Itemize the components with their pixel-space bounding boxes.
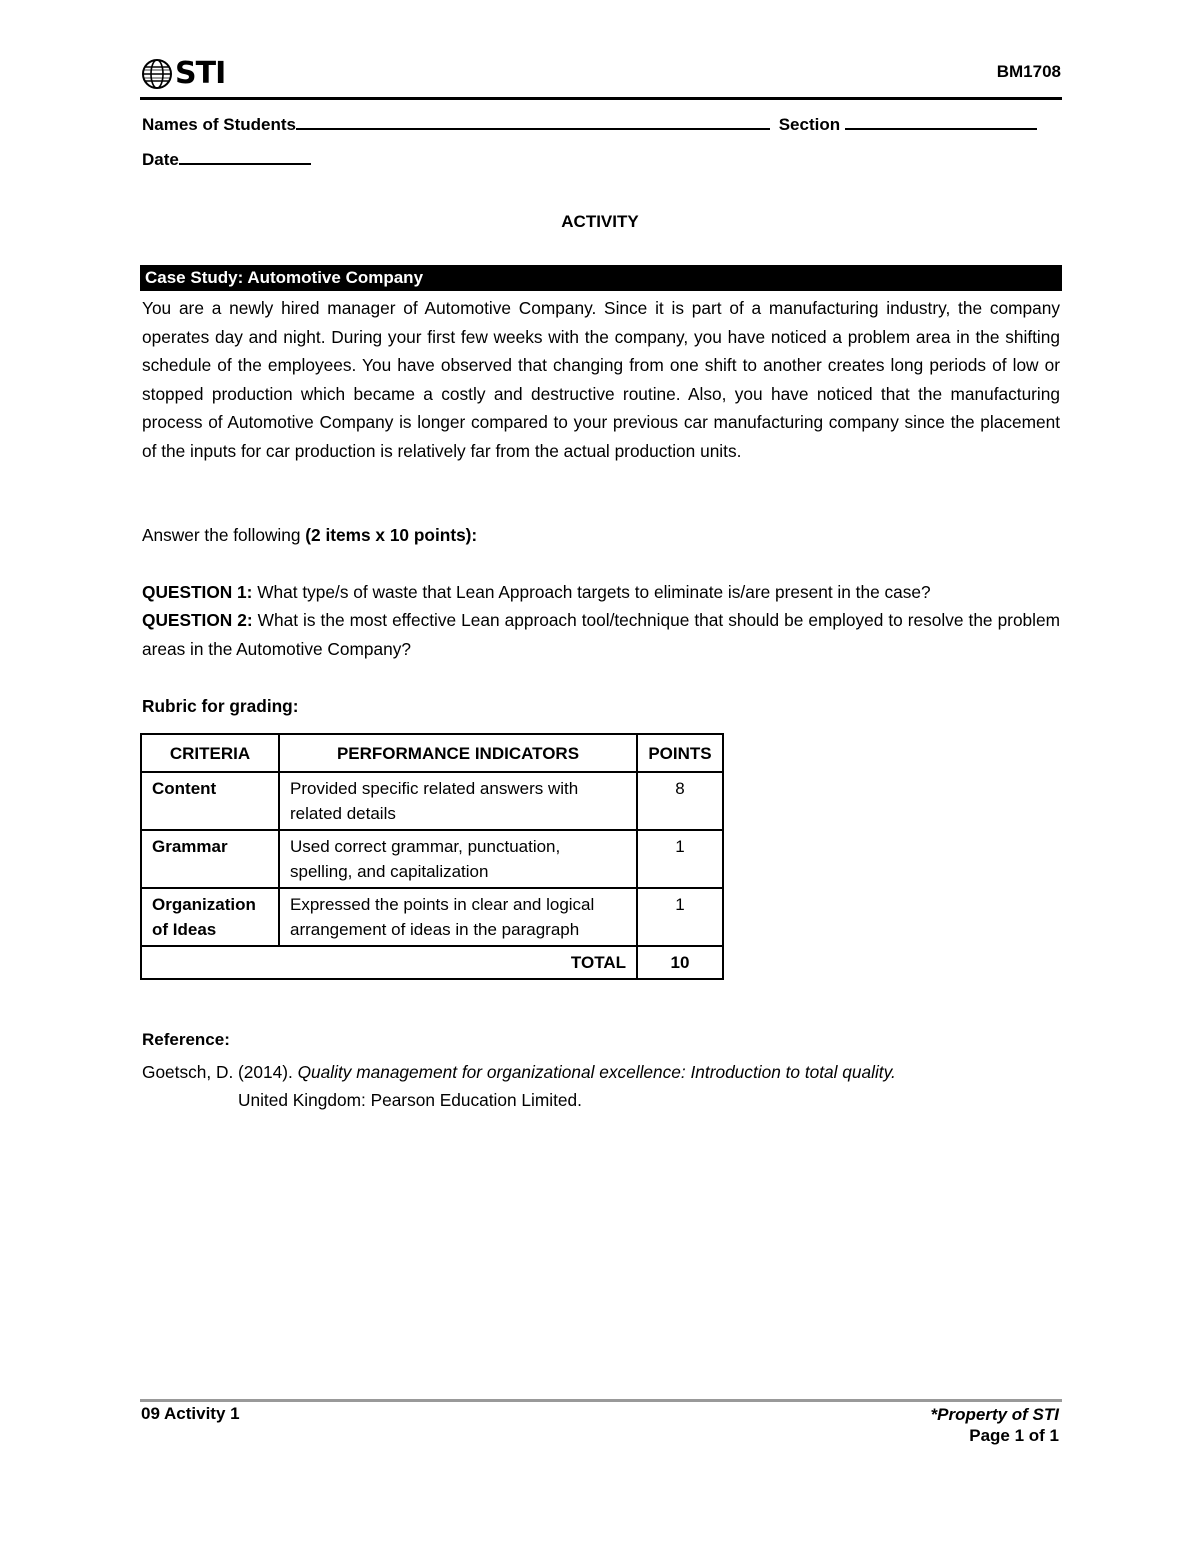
question-2 xyxy=(142,606,1060,663)
reference-publisher: United Kingdom: Pearson Education Limited. xyxy=(238,1090,582,1110)
globe-icon xyxy=(141,58,173,90)
case-study-heading: Case Study: Automotive Company xyxy=(145,268,424,287)
instructions-prefix: Answer the following xyxy=(142,525,306,545)
footer-property: *Property of STI xyxy=(930,1405,1059,1424)
footer-divider xyxy=(140,1399,1062,1402)
instructions-points: (2 items x 10 points): xyxy=(305,525,478,545)
total-label: TOTAL xyxy=(141,946,637,979)
table-row xyxy=(141,772,723,830)
question-label: QUESTION 2: xyxy=(142,610,253,630)
reference-entry xyxy=(142,1058,1062,1114)
names-blank[interactable] xyxy=(296,110,770,130)
question-label: QUESTION 1: xyxy=(142,582,253,602)
column-header: CRITERIA xyxy=(141,734,279,772)
section-label: Section xyxy=(778,115,841,134)
page-title: ACTIVITY xyxy=(561,212,639,231)
footer-right xyxy=(931,1404,1059,1446)
section-blank[interactable] xyxy=(845,110,1037,130)
table-row xyxy=(141,888,723,946)
case-study-paragraph: You are a newly hired manager of Automotive Company. Since it is part of a manufacturing industry, the company operates day and night. During your first few weeks with the company, you have noticed a problem area in the shifting schedule of the employees. You have observed that changing from one shift to another creates long periods of low or stopped production which became a costly and destructive routine. Also, you have noticed that the manufacturing process of Automotive Company is longer compared to your previous car manufacturing company since the placement of the inputs for car production is relatively far from the actual production units. xyxy=(142,298,1060,461)
reference-author: Goetsch, D. (2014). xyxy=(142,1062,298,1082)
reference-book-title: Quality management for organizational excellence: Introduction to total quality. xyxy=(297,1062,896,1082)
total-row xyxy=(141,946,723,979)
table-row xyxy=(141,830,723,888)
points-cell: 8 xyxy=(637,772,723,830)
question-1 xyxy=(142,578,1060,607)
criteria-cell: Content xyxy=(141,772,279,830)
rubric-header-row xyxy=(141,734,723,772)
question-text: What is the most effective Lean approach tool/technique that should be employed to resolve the problem areas in the Automotive Company? xyxy=(142,610,1061,659)
total-value: 10 xyxy=(637,946,723,979)
footer-page-number: Page 1 of 1 xyxy=(969,1426,1059,1445)
indicator-cell: Used correct grammar, punctuation, spelling, and capitalization xyxy=(279,830,637,888)
document-code: BM1708 xyxy=(996,62,1061,81)
instructions xyxy=(142,521,1060,550)
date-label: Date xyxy=(142,150,179,169)
footer-activity-label: 09 Activity 1 xyxy=(141,1404,240,1423)
student-fields xyxy=(142,110,1037,170)
case-study-heading-bar xyxy=(140,265,1062,291)
points-cell: 1 xyxy=(637,888,723,946)
rubric-title: Rubric for grading: xyxy=(142,696,299,716)
criteria-cell: Grammar xyxy=(141,830,279,888)
logo-wordmark: STI xyxy=(175,56,226,91)
indicator-cell: Provided specific related answers with related details xyxy=(279,772,637,830)
column-header: POINTS xyxy=(637,734,723,772)
rubric-table xyxy=(140,733,724,980)
header-divider xyxy=(140,97,1062,100)
indicator-cell: Expressed the points in clear and logical arrangement of ideas in the paragraph xyxy=(279,888,637,946)
criteria-cell: Organization of Ideas xyxy=(141,888,279,946)
question-text: What type/s of waste that Lean Approach targets to eliminate is/are present in the case? xyxy=(252,582,931,602)
column-header: PERFORMANCE INDICATORS xyxy=(279,734,637,772)
reference-title: Reference: xyxy=(142,1030,230,1049)
sti-logo xyxy=(141,56,225,92)
points-cell: 1 xyxy=(637,830,723,888)
names-label: Names of Students xyxy=(142,115,296,134)
date-blank[interactable] xyxy=(179,145,311,165)
